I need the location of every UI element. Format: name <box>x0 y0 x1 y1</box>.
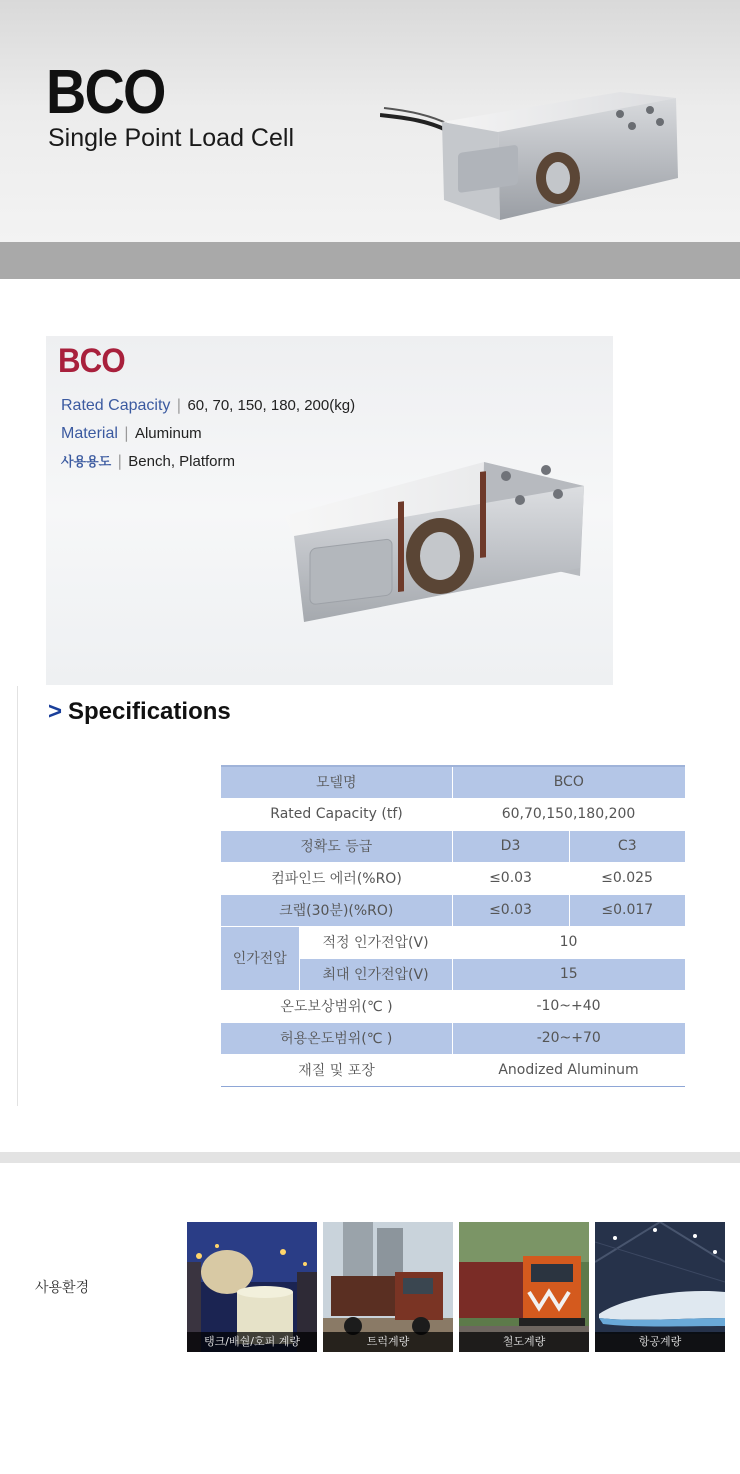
hero-subtitle: Single Point Load Cell <box>48 124 294 152</box>
table-cell: 인가전압 <box>221 926 299 990</box>
table-cell: 적정 인가전압(V) <box>299 926 452 958</box>
table-row <box>221 766 685 798</box>
specifications-title: Specifications <box>68 698 231 725</box>
table-row <box>221 990 685 1022</box>
table-row <box>221 1054 685 1086</box>
table-cell: 온도보상범위(℃ ) <box>221 990 452 1022</box>
table-cell: ≤0.017 <box>569 894 685 926</box>
spec-label: Material <box>61 425 118 442</box>
table-cell: D3 <box>452 830 569 862</box>
separator: | <box>117 452 123 470</box>
table-row <box>221 926 685 958</box>
spec-usage <box>61 451 235 470</box>
table-cell: 허용온도범위(℃ ) <box>221 1022 452 1054</box>
environment-photo-truck <box>323 1222 453 1352</box>
product-title: BCO <box>58 342 125 380</box>
environment-photo-railway <box>459 1222 589 1352</box>
separator: | <box>123 424 129 442</box>
spec-value: Bench, Platform <box>128 453 236 470</box>
spec-label: Rated Capacity <box>61 397 171 414</box>
environment-photo-tank <box>187 1222 317 1352</box>
table-row <box>221 798 685 830</box>
table-row <box>221 894 685 926</box>
table-cell: -10~+40 <box>452 990 685 1022</box>
spec-label: 사용용도 <box>61 454 112 469</box>
chevron-right-icon: > <box>48 698 63 725</box>
table-row <box>221 830 685 862</box>
photo-caption: 탱크/배숼/호퍼 계량 <box>187 1332 317 1352</box>
table-cell: ≤0.03 <box>452 894 569 926</box>
environment-divider-band <box>0 1152 740 1163</box>
table-cell: 10 <box>452 926 685 958</box>
table-cell: C3 <box>569 830 685 862</box>
spec-value: 60, 70, 150, 180, 200(kg) <box>187 397 356 414</box>
environment-label: 사용환경 <box>35 1280 90 1296</box>
table-cell: BCO <box>452 766 685 798</box>
table-cell: 정확도 등급 <box>221 830 452 862</box>
photo-caption: 트럭계량 <box>323 1332 453 1352</box>
table-cell: 15 <box>452 958 685 990</box>
photo-caption: 철도계량 <box>459 1332 589 1352</box>
load-cell-image <box>380 80 700 230</box>
table-cell: 컴파인드 에러(%RO) <box>221 862 452 894</box>
product-card <box>46 336 613 685</box>
spec-value: Aluminum <box>134 425 202 442</box>
environment-photo-aircraft <box>595 1222 725 1352</box>
specifications-table <box>221 765 685 1087</box>
table-cell: 크랩(30분)(%RO) <box>221 894 452 926</box>
table-cell: Rated Capacity (tf) <box>221 798 452 830</box>
table-cell: 재질 및 포장 <box>221 1054 452 1086</box>
table-cell: Anodized Aluminum <box>452 1054 685 1086</box>
table-cell: 60,70,150,180,200 <box>452 798 685 830</box>
table-row <box>221 862 685 894</box>
hero-divider-band <box>0 242 740 279</box>
table-cell: -20~+70 <box>452 1022 685 1054</box>
table-cell: 최대 인가전압(V) <box>299 958 452 990</box>
table-cell: 모델명 <box>221 766 452 798</box>
spec-rated-capacity <box>61 396 355 415</box>
load-cell-image <box>284 456 594 636</box>
specifications-heading <box>48 698 231 726</box>
spec-material <box>61 424 202 443</box>
section-rule <box>17 686 18 1106</box>
table-row <box>221 1022 685 1054</box>
hero-title: BCO <box>46 58 165 127</box>
separator: | <box>176 396 182 414</box>
photo-caption: 항공계량 <box>595 1332 725 1352</box>
table-cell: ≤0.025 <box>569 862 685 894</box>
table-cell: ≤0.03 <box>452 862 569 894</box>
hero-banner <box>0 0 740 242</box>
